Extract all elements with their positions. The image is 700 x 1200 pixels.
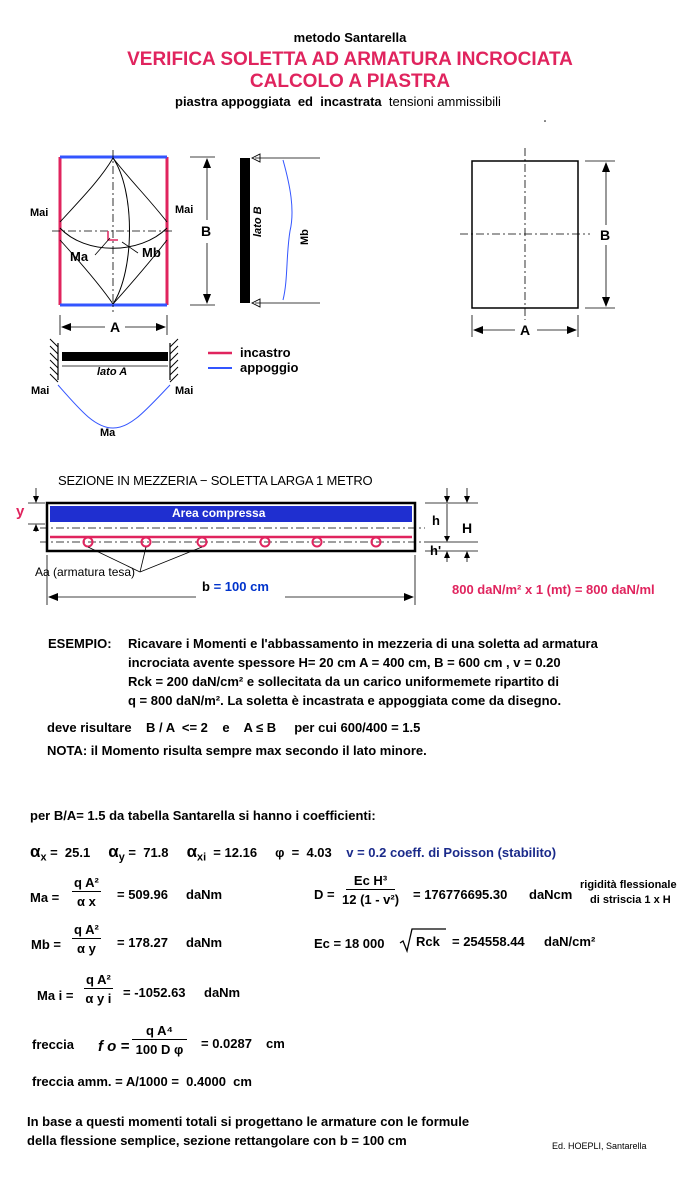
section-b-value: = 100 cm (213, 579, 269, 594)
freccia-unit: cm (266, 1036, 285, 1051)
dim-b-label: B (201, 223, 212, 239)
coeff-intro: per B/A= 1.5 da tabella Santarella si hanno i coefficienti: (30, 808, 376, 823)
mai-formula-label: Ma i = (37, 988, 74, 1003)
ec-unit: daN/cm² (544, 934, 596, 949)
coeff-row: $\alpha_x = 25.1$ $\alpha_y = 71.8$ $\alpha_{xi} = 12.16$ φ = 4.03 v = 0.2 coeff. di Poisson (stabilito) (30, 842, 557, 864)
mb-unit: daNm (186, 935, 223, 950)
page-subtitle: CALCOLO A PIASTRA (249, 71, 451, 92)
mai-unit: daNm (204, 985, 241, 1000)
section-H-label: H (462, 520, 473, 536)
note-line: NOTA: il Momento risulta sempre max secondo il lato minore. (47, 743, 427, 758)
subtitle-tensioni: tensioni ammissibili (388, 94, 501, 109)
lato-a-label: lato A (97, 366, 128, 378)
right-support-hatch (170, 339, 178, 382)
plate-diagram (0, 0, 700, 460)
section-h-label: h (432, 513, 440, 528)
ec-radicand: Rck (416, 934, 440, 949)
mai-denominator: α y i (85, 991, 112, 1006)
d-value: = 176776695.30 (413, 887, 508, 902)
poisson-note: v = 0.2 coeff. di Poisson (stabilito) (346, 845, 557, 860)
condition-line: deve risultare B / A <= 2 e A ≤ B per cui 600/400 = 1.5 (47, 720, 421, 735)
ec-formula-label: Ec = 18 000 (314, 936, 385, 951)
ma-label: Ma (70, 249, 89, 264)
section-b-symbol: b (202, 579, 210, 594)
d-denominator: 12 (1 - v²) (342, 892, 400, 907)
subtitle-ed: ed (297, 94, 313, 109)
legend-incastro-label: incastro (240, 345, 291, 360)
d-note-2: di striscia 1 x H (590, 894, 671, 906)
legend-appoggio-label: appoggio (240, 360, 299, 375)
d-formula-label: D = (314, 887, 335, 902)
dim-a-label: A (110, 319, 121, 335)
mb-denominator: α y (76, 941, 96, 956)
mb-fraction (72, 922, 101, 957)
freccia-fraction (132, 1023, 187, 1058)
mb-formula-label: Mb = (31, 937, 61, 952)
mai-fraction (84, 972, 113, 1007)
lato-b-label: lato B (252, 206, 264, 237)
ma-lato-a-label: Ma (100, 427, 116, 439)
mb-label: Mb (142, 245, 161, 260)
subtitle-incastrata: incastrata (320, 94, 382, 109)
alpha-xi-value: 12.16 (224, 845, 258, 860)
freccia-value: = 0.0287 (201, 1036, 252, 1051)
method-label: metodo Santarella (293, 30, 407, 45)
mb-distribution-curve (283, 160, 292, 300)
ma-fraction (72, 875, 101, 910)
mb-numerator: q A² (74, 922, 99, 937)
footer-line-2: della flessione semplice, sezione rettangolare con b = 100 cm (27, 1133, 407, 1148)
credit-label: Ed. HOEPLI, Santarella (552, 1141, 647, 1151)
section-y-label: y (16, 503, 25, 520)
phi-value: 4.03 (306, 845, 332, 860)
d-unit: daNcm (529, 887, 573, 902)
freccia-denominator: 100 D φ (135, 1042, 184, 1057)
rebar-label: Aa (armatura tesa) (35, 565, 136, 579)
ma-formula-label: Ma = (30, 890, 60, 905)
load-label: 800 daN/m² x 1 (mt) = 800 daN/ml (452, 582, 655, 597)
freccia-amm: freccia amm. = A/1000 = 0.4000 cm (32, 1074, 252, 1089)
ma-distribution-curve (58, 385, 170, 428)
ma-denominator: α x (76, 894, 96, 909)
example-line-2: incrociata avente spessore H= 20 cm A = 400 cm, B = 600 cm , v = 0.20 (128, 655, 561, 670)
mb-value: = 178.27 (117, 935, 168, 950)
alpha-x-value: 25.1 (64, 845, 91, 860)
mb-side-label: Mb (299, 229, 311, 245)
mai-lato-a-left: Mai (31, 385, 50, 397)
example-line-4: q = 800 daN/m². La soletta è incastrata e appoggiata come da disegno. (128, 693, 562, 708)
example-line-1: Ricavare i Momenti e l'abbassamento in mezzeria di una soletta ad armatura (128, 636, 598, 651)
mai-right-curve (113, 158, 167, 222)
compressed-area-label: Area compressa (172, 506, 266, 520)
alpha-xi-symbol: α (186, 842, 198, 861)
ec-value: = 254558.44 (452, 934, 525, 949)
example-line-3: Rck = 200 daN/cm² e sollecitata da un carico uniformemete ripartito di (128, 674, 559, 689)
mai-value: = -1052.63 (123, 985, 186, 1000)
footer-line-1: In base a questi momenti totali si progettano le armature con le formule (27, 1114, 470, 1129)
section-title: SEZIONE IN MEZZERIA − SOLETTA LARGA 1 METRO (58, 473, 373, 488)
alpha-y-symbol: α (108, 842, 119, 861)
example-label: ESEMPIO: (48, 636, 112, 651)
section-b-label (202, 579, 269, 594)
ma-unit: daNm (186, 887, 223, 902)
mai-numerator: q A² (86, 972, 111, 987)
mai-left-label: Mai (30, 207, 49, 219)
freccia-numerator: q A⁴ (132, 1023, 187, 1040)
plate2-dim-b: B (600, 227, 611, 243)
d-fraction (342, 873, 399, 908)
alpha-y-value: 71.8 (143, 845, 169, 860)
ma-value: = 509.96 (117, 887, 168, 902)
ma-numerator: q A² (74, 875, 99, 890)
lato-a-beam (62, 352, 168, 361)
d-numerator: Ec H³ (346, 873, 395, 890)
mai-right-label: Mai (175, 204, 194, 216)
page-title: VERIFICA SOLETTA AD ARMATURA INCROCIATA (127, 49, 573, 70)
freccia-symbol: f o = (98, 1038, 130, 1055)
mai-lato-a-right: Mai (175, 385, 194, 397)
left-support-hatch (50, 339, 58, 382)
lato-b-beam (240, 158, 250, 303)
d-note-1: rigidità flessionale (580, 879, 677, 891)
subtitle-appoggiata: piastra appoggiata (175, 94, 291, 109)
alpha-x-symbol: α (30, 842, 41, 861)
freccia-label: freccia (32, 1037, 74, 1052)
mai-left-curve (60, 158, 113, 222)
plate2-dim-a: A (520, 322, 531, 338)
section-h-prime-label: h' (430, 543, 442, 558)
